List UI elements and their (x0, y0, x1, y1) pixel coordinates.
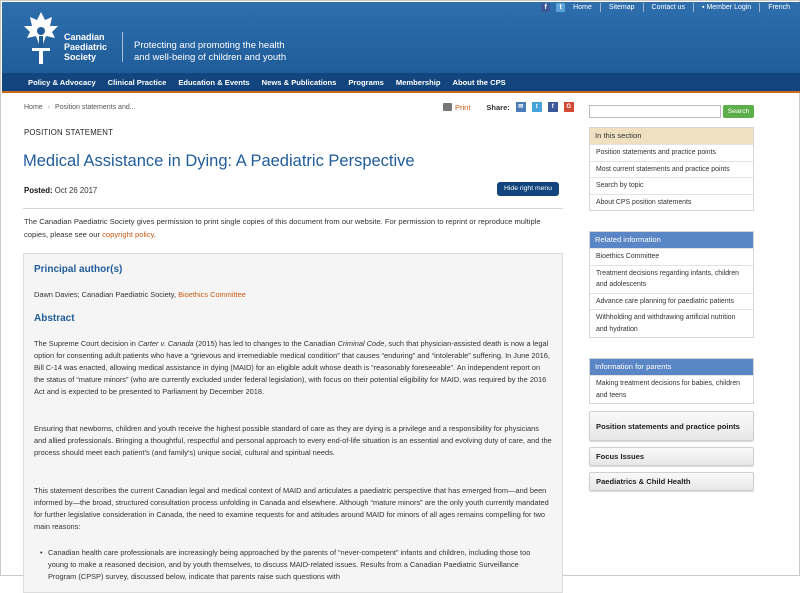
utility-bar (541, 3, 792, 12)
nav-clinical-practice[interactable]: Clinical Practice (107, 77, 167, 87)
p1-text-a: The Supreme Court decision in (34, 339, 138, 348)
focus-issues-button[interactable]: Focus Issues (589, 447, 754, 466)
print-button[interactable] (443, 103, 470, 112)
content-type-label: POSITION STATEMENT (24, 128, 114, 137)
nav-programs[interactable]: Programs (348, 77, 384, 87)
related-link[interactable]: Treatment decisions regarding infants, children and adolescents (590, 265, 753, 293)
statement-panel (23, 253, 563, 593)
logo-line-2: Paediatric (64, 42, 108, 52)
site-tagline (134, 40, 286, 64)
bioethics-committee-link[interactable]: Bioethics Committee (178, 290, 246, 299)
breadcrumb-current[interactable]: Position statements and... (55, 104, 136, 111)
information-for-parents-heading: Information for parents (590, 359, 753, 375)
divider (693, 3, 694, 12)
nav-policy-advocacy[interactable]: Policy & Advocacy (28, 77, 96, 87)
abstract-heading: Abstract (34, 313, 75, 324)
breadcrumb (24, 104, 136, 111)
maple-leaf-logo (22, 10, 60, 66)
author-heading: Principal author(s) (34, 264, 123, 275)
nav-membership[interactable]: Membership (395, 77, 441, 87)
logo-wordmark (64, 32, 107, 62)
author-line (34, 289, 552, 301)
tagline-line-1: Protecting and promoting the health (134, 40, 285, 51)
p1-text-c: , such that physician-assisted death is now a legal option for consenting adult patients who have a “grievous and irremediable medical condition” that causes “enduring” and “intolerable” suffering. In June 2016, Bill C-14 was enacted, allowing medical assistance in dying (MAID) for an eligible adult whose death is “reasonably foreseeable”. An independent report on the status of “mature minors” (who are currently excluded under federal legislation), with focus on their potential eligibility for MAID, was required by the 2016 Act and is expected to be presented to Parliament by December 2018. (34, 339, 550, 396)
in-this-section-heading: In this section (590, 128, 753, 144)
facebook-share-icon[interactable]: f (548, 102, 558, 112)
paediatrics-child-health-button[interactable]: Paediatrics & Child Health (589, 472, 754, 491)
p1-text-b: (2015) has led to changes to the Canadian (193, 339, 338, 348)
top-link-home[interactable]: Home (573, 4, 592, 11)
search-button[interactable]: Search (723, 105, 754, 118)
nav-news-publications[interactable]: News & Publications (261, 77, 337, 87)
twitter-icon[interactable]: t (556, 3, 565, 12)
breadcrumb-home[interactable]: Home (24, 104, 43, 111)
printer-icon (443, 103, 452, 111)
divider (759, 3, 760, 12)
main-nav (2, 73, 800, 93)
section-link[interactable]: Most current statements and practice points (590, 161, 753, 178)
nav-education-events[interactable]: Education & Events (178, 77, 250, 87)
abstract-paragraph-1 (34, 338, 552, 398)
top-link-sitemap[interactable]: Sitemap (608, 4, 635, 11)
posted-date (24, 186, 97, 195)
facebook-icon[interactable]: f (541, 3, 550, 12)
related-information-box (589, 231, 754, 338)
share-label: Share: (486, 102, 510, 112)
nav-about-cps[interactable]: About the CPS (452, 77, 506, 87)
hide-right-menu-button[interactable]: Hide right menu (497, 182, 559, 196)
section-link[interactable]: Position statements and practice points (590, 144, 753, 161)
permission-text: The Canadian Paediatric Society gives permission to print single copies of this document from our website. For permission to reprint or reproduce multiple copies, please see our (24, 217, 541, 239)
top-link-member-login[interactable] (700, 4, 753, 11)
posted-label: Posted: (24, 186, 53, 195)
cps-logo[interactable] (22, 10, 127, 68)
chevron-right-icon: › (47, 104, 51, 111)
in-this-section-box (589, 127, 754, 211)
related-link[interactable]: Withholding and withdrawing artificial nutrition and hydration (590, 309, 753, 337)
section-link[interactable]: Search by topic (590, 177, 753, 194)
parents-link[interactable]: Making treatment decisions for babies, children and teens (590, 375, 753, 403)
divider (643, 3, 644, 12)
permission-end: . (153, 229, 157, 239)
abstract-paragraph-2: Ensuring that newborns, children and youth receive the highest possible standard of care as they are dying is a privilege and a responsibility for physicians and allied professionals. Bringing a thoughtful, respectful and personal approach to every end-of-life situation is an essential and evolving duty of care, and the process should meet each patient’s (and family’s) unique social, cultural and spiritual needs. (34, 424, 552, 457)
position-statements-button[interactable]: Position statements and practice points (589, 411, 754, 441)
twitter-share-icon[interactable]: t (532, 102, 542, 112)
top-link-contact[interactable]: Contact us (651, 4, 686, 11)
p1-case-name: Carter v. Canada (137, 339, 194, 348)
email-share-icon[interactable]: ✉ (516, 102, 526, 112)
information-for-parents-box (589, 358, 754, 404)
page-tools (443, 102, 574, 112)
tagline-line-2: and well-being of children and youth (134, 52, 287, 63)
logo-divider (122, 32, 123, 62)
logo-line-3: Society (64, 52, 97, 62)
list-item: • Canadian health care professionals are increasingly being approached by the parents of “never-competent” infants and children, including those too young to make a reasoned decision, and by youth themselves, to discuss MAID-related issues. Results from a Canadian Paediatric Surveillance Program (CPSP) survey, discussed below, indicate that parents raise such questions with (48, 547, 548, 583)
print-label: Print (455, 102, 471, 112)
posted-value: Oct 26 2017 (54, 186, 98, 195)
google-share-icon[interactable]: G (564, 102, 574, 112)
related-link[interactable]: Bioethics Committee (590, 248, 753, 265)
divider (23, 208, 563, 209)
copyright-policy-link[interactable]: copyright policy (102, 229, 154, 239)
author-names: Dawn Davies; Canadian Paediatric Society, (34, 290, 176, 299)
logo-line-1: Canadian (64, 32, 105, 42)
permission-notice (24, 216, 562, 241)
top-link-french[interactable]: French (768, 4, 790, 11)
page-title: Medical Assistance in Dying: A Paediatric Perspective (23, 152, 415, 170)
section-link[interactable]: About CPS position statements (590, 194, 753, 211)
divider (600, 3, 601, 12)
abstract-paragraph-3: This statement describes the current Canadian legal and medical context of MAID and articulates a paediatric perspective that has emerged from—and been informed by—the broad, structured consultation process unfolding in Canada and elsewhere. Although “mature minors” are the only youth currently mandated for further legislative consideration in Canada, the need to examine requests for and attitudes around MAID for minors of all ages remains compelling for two main reasons: (34, 486, 549, 531)
related-information-heading: Related information (590, 232, 753, 248)
site-header (2, 2, 800, 73)
related-link[interactable]: Advance care planning for paediatric patients (590, 293, 753, 310)
lock-icon: ▪ (702, 4, 707, 11)
p1-code-name: Criminal Code (337, 339, 385, 348)
member-login-label: Member Login (706, 4, 752, 11)
search-input[interactable] (589, 105, 721, 118)
